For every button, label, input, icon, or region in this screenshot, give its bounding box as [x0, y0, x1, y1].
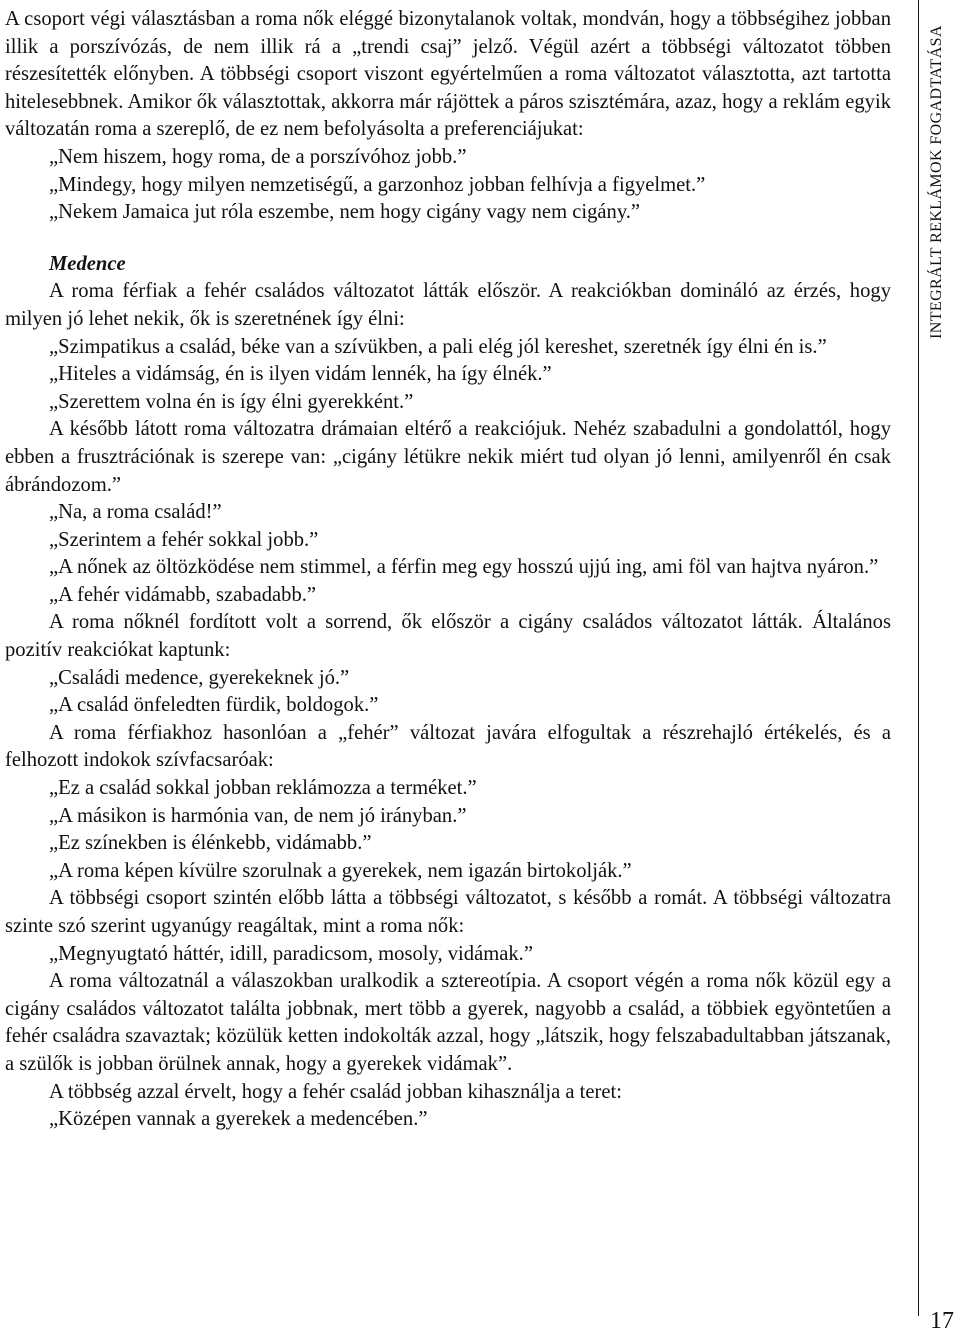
paragraph: A többségi csoport szintén előbb látta a többségi változatot, s később a romát. A többségi változatra szinte szó szerint ugyanúgy reagáltak, mint a roma nők: — [5, 887, 891, 937]
quote-paragraph: „Szerettem volna én is így élni gyerekként.” — [49, 390, 414, 413]
quote-paragraph: „A fehér vidámabb, szabadabb.” — [49, 583, 317, 606]
quote-paragraph: „Családi medence, gyerekeknek jó.” — [49, 666, 350, 689]
quote-paragraph: „Szimpatikus a család, béke van a szívükben, a pali elég jól kereshet, szeretnék így élni én is.” — [49, 335, 827, 358]
quote-paragraph: „Megnyugtató háttér, idill, paradicsom, mosoly, vidámak.” — [49, 942, 533, 965]
quote-paragraph: „Mindegy, hogy milyen nemzetiségű, a garzonhoz jobban felhívja a figyelmet.” — [49, 173, 706, 196]
quote-paragraph: „A másikon is harmónia van, de nem jó irányban.” — [49, 804, 467, 827]
quote-paragraph: „Szerintem a fehér sokkal jobb.” — [49, 528, 319, 551]
page-number: 17 — [930, 1308, 954, 1334]
paragraph: A többség azzal érvelt, hogy a fehér család jobban kihasználja a teret: — [49, 1080, 622, 1103]
quote-paragraph: „Középen vannak a gyerekek a medencében.” — [49, 1108, 428, 1131]
body-text — [5, 6, 891, 1134]
paragraph: A roma nőknél fordított volt a sorrend, ők először a cigány családos változatot látták. Általános pozitív reakciókat kaptunk: — [5, 611, 891, 662]
quote-paragraph: „Ez színekben is élénkebb, vidámabb.” — [49, 832, 372, 855]
paragraph: A roma férfiak a fehér családos változatot látták először. A reakciókban domináló az érzés, hogy milyen jó lehet nekik, ők is szeretnének így élni: — [5, 280, 891, 330]
margin-rule — [918, 0, 919, 1316]
running-head — [926, 4, 948, 360]
quote-paragraph: „Ez a család sokkal jobban reklámozza a terméket.” — [49, 777, 477, 800]
quote-paragraph: „Nekem Jamaica jut róla eszembe, nem hogy cigány vagy nem cigány.” — [49, 201, 641, 224]
running-head-text: INTEGRÁLT REKLÁMOK FOGADTATÁSA — [928, 25, 945, 339]
quote-paragraph: „Hiteles a vidámság, én is ilyen vidám lennék, ha így élnék.” — [49, 363, 552, 386]
paragraph: A csoport végi választásban a roma nők eléggé bizonytalanok voltak, mondván, hogy a többségihez jobban illik a porszívózás, de nem illik rá a „trendi csaj” jelző. Végül azért a többségi változatot többen részesítették előnyben. A többségi csoport viszont egyértelműen a roma változatot választotta, azt tartotta hitelesebbnek. Amikor ők választottak, akkorra már rájöttek a páros szisztémára, azaz, hogy a reklám egyik változatán roma a szereplő, de ez nem befolyásolta a preferenciájukat: — [5, 8, 891, 141]
quote-paragraph: „Nem hiszem, hogy roma, de a porszívóhoz jobb.” — [49, 145, 467, 168]
paragraph: A később látott roma változatra drámaian eltérő a reakciójuk. Nehéz szabadulni a gondolattól, hogy ebben a frusztrációnak is szerepe van: „cigány létükre nekik miért tud olyan jó lenni, amilyenről én csak ábrándozom.” — [5, 418, 891, 496]
quote-paragraph: „A nőnek az öltözködése nem stimmel, a férfin meg egy hosszú ujjú ing, ami föl van hajtva nyáron.” — [49, 556, 879, 579]
quote-paragraph: „A család önfeledten fürdik, boldogok.” — [49, 694, 379, 717]
section-heading: Medence — [49, 252, 126, 275]
quote-paragraph: „A roma képen kívülre szorulnak a gyerekek, nem igazán birtokolják.” — [49, 859, 632, 882]
paragraph: A roma férfiakhoz hasonlóan a „fehér” változat javára elfogultak a részrehajló értékelés, és a felhozott indokok szívfacsaróak: — [5, 721, 891, 772]
quote-paragraph: „Na, a roma család!” — [49, 501, 222, 524]
paragraph: A roma változatnál a válaszokban uralkodik a sztereotípia. A csoport végén a roma nők közül egy a cigány családos változatot találta jobbnak, mert több a gyerek, nagyobb a család, a többiek egyöntetűen a fehér családra szavaztak; közülük ketten indokolták azzal, hogy „látszik, hogy felszabadultabban játszanak, a szülők is jobban örülnek annak, hogy a gyerekek vidámak”. — [5, 970, 891, 1075]
